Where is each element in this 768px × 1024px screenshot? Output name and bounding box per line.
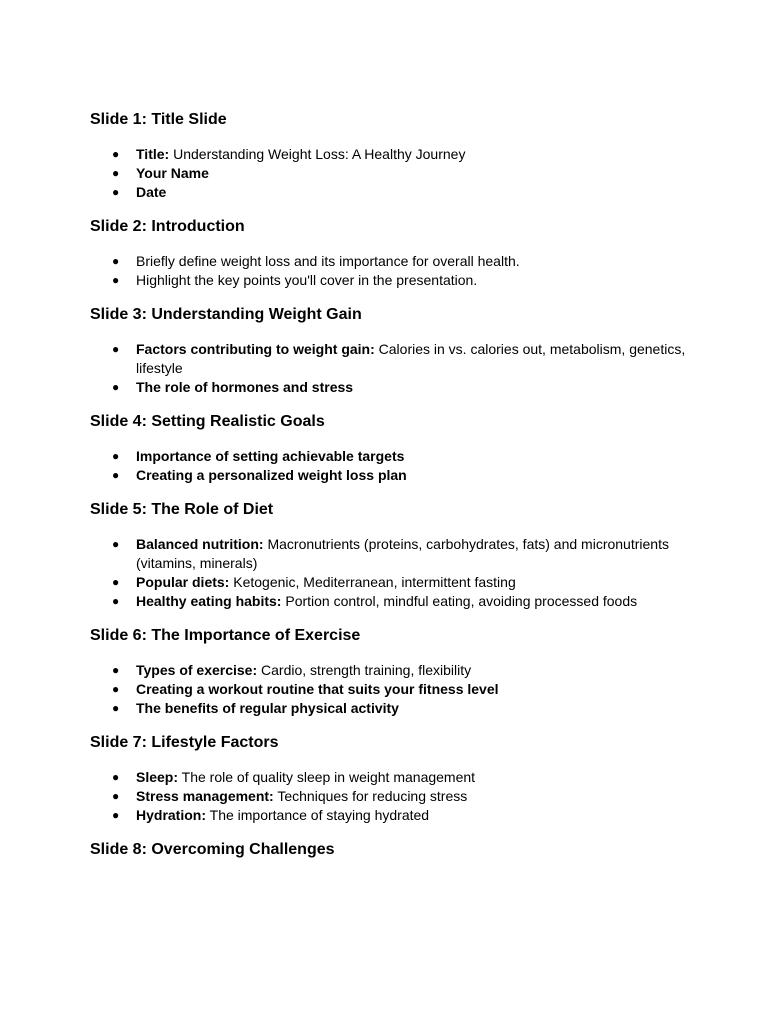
bullet-label: Sleep:	[136, 769, 179, 785]
bullet-dot-icon: ●	[112, 468, 120, 482]
bullet-dot-icon: ●	[112, 770, 120, 784]
list-item	[90, 378, 690, 397]
list-item	[90, 183, 690, 202]
bullet-list	[90, 252, 690, 290]
list-item	[90, 661, 690, 680]
bullet-label: Factors contributing to weight gain:	[136, 341, 375, 357]
bullet-dot-icon: ●	[112, 789, 120, 803]
bullet-dot-icon: ●	[112, 575, 120, 589]
bullet-dot-icon: ●	[112, 449, 120, 463]
slide-section-1	[90, 109, 690, 202]
bullet-dot-icon: ●	[112, 537, 120, 551]
bullet-label: Balanced nutrition:	[136, 536, 264, 552]
bullet-label: The benefits of regular physical activity	[136, 700, 399, 716]
list-item	[90, 535, 690, 573]
bullet-list	[90, 145, 690, 202]
bullet-dot-icon: ●	[112, 166, 120, 180]
slide-section-4	[90, 411, 690, 485]
bullet-text: Calories in vs. calories out, metabolism, genetics, lifestyle	[136, 341, 686, 376]
slide-section-8	[90, 839, 690, 861]
list-item	[90, 145, 690, 164]
slide-heading: Slide 1: Title Slide	[90, 111, 227, 128]
list-item	[90, 787, 690, 806]
bullet-label: Popular diets:	[136, 574, 230, 590]
slide-heading: Slide 3: Understanding Weight Gain	[90, 306, 362, 323]
bullet-label: Creating a workout routine that suits your fitness level	[136, 681, 499, 697]
slide-section-5	[90, 499, 690, 611]
slide-heading: Slide 8: Overcoming Challenges	[90, 841, 335, 858]
list-item	[90, 699, 690, 718]
list-item	[90, 271, 690, 290]
list-item	[90, 806, 690, 825]
slide-section-7	[90, 732, 690, 825]
slide-heading: Slide 5: The Role of Diet	[90, 501, 274, 518]
bullet-label: Title:	[136, 146, 170, 162]
bullet-dot-icon: ●	[112, 701, 120, 715]
bullet-label: Creating a personalized weight loss plan	[136, 467, 407, 483]
bullet-text: Portion control, mindful eating, avoiding processed foods	[285, 593, 638, 609]
bullet-dot-icon: ●	[112, 273, 120, 287]
bullet-dot-icon: ●	[112, 663, 120, 677]
bullet-list	[90, 661, 690, 718]
slide-section-3	[90, 304, 690, 397]
bullet-dot-icon: ●	[112, 682, 120, 696]
bullet-dot-icon: ●	[112, 342, 120, 356]
slide-section-6	[90, 625, 690, 718]
bullet-text: The importance of staying hydrated	[209, 807, 430, 823]
bullet-label: Hydration:	[136, 807, 206, 823]
bullet-dot-icon: ●	[112, 808, 120, 822]
bullet-label: Healthy eating habits:	[136, 593, 282, 609]
list-item	[90, 592, 690, 611]
slide-heading: Slide 2: Introduction	[90, 218, 245, 235]
bullet-label: Stress management:	[136, 788, 274, 804]
bullet-text: Briefly define weight loss and its importance for overall health.	[136, 253, 520, 269]
list-item	[90, 768, 690, 787]
bullet-text: Understanding Weight Loss: A Healthy Journey	[173, 146, 466, 162]
bullet-text: Highlight the key points you'll cover in the presentation.	[136, 272, 478, 288]
bullet-list	[90, 340, 690, 397]
bullet-dot-icon: ●	[112, 594, 120, 608]
bullet-label: Types of exercise:	[136, 662, 258, 678]
bullet-dot-icon: ●	[112, 147, 120, 161]
list-item	[90, 252, 690, 271]
bullet-dot-icon: ●	[112, 185, 120, 199]
document-content	[90, 109, 690, 875]
list-item	[90, 573, 690, 592]
list-item	[90, 164, 690, 183]
bullet-label: Date	[136, 184, 167, 200]
bullet-list	[90, 768, 690, 825]
bullet-label: Your Name	[136, 165, 209, 181]
bullet-text: Techniques for reducing stress	[277, 788, 468, 804]
bullet-list	[90, 535, 690, 611]
bullet-text: Macronutrients (proteins, carbohydrates, fats) and micronutrients (vitamins, minerals)	[136, 536, 669, 571]
bullet-text: Ketogenic, Mediterranean, intermittent fasting	[233, 574, 516, 590]
slide-section-2	[90, 216, 690, 290]
slide-heading: Slide 6: The Importance of Exercise	[90, 627, 361, 644]
bullet-list	[90, 447, 690, 485]
list-item	[90, 466, 690, 485]
slide-heading: Slide 7: Lifestyle Factors	[90, 734, 279, 751]
bullet-dot-icon: ●	[112, 380, 120, 394]
list-item	[90, 680, 690, 699]
bullet-text: Cardio, strength training, flexibility	[261, 662, 472, 678]
list-item	[90, 447, 690, 466]
slide-heading: Slide 4: Setting Realistic Goals	[90, 413, 325, 430]
bullet-label: The role of hormones and stress	[136, 379, 354, 395]
list-item	[90, 340, 690, 378]
bullet-text: The role of quality sleep in weight management	[181, 769, 476, 785]
bullet-dot-icon: ●	[112, 254, 120, 268]
bullet-label: Importance of setting achievable targets	[136, 448, 405, 464]
